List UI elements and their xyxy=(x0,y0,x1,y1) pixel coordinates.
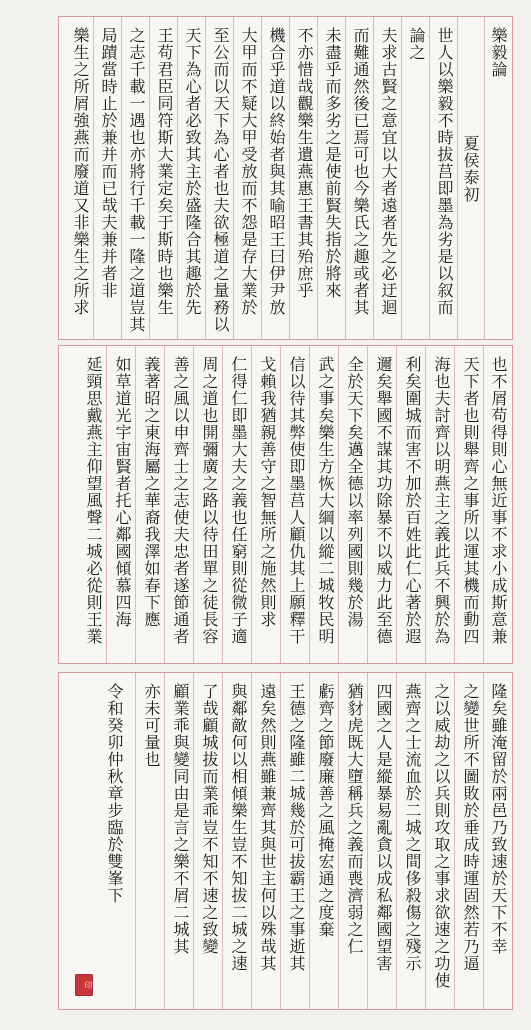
text-column: 樂生之所屑強燕而廢道又非樂生之所求 xyxy=(71,27,90,316)
panel-3 xyxy=(58,672,513,1010)
colophon-column: 令和癸卯仲秋章步臨於雙峯下 xyxy=(105,683,124,904)
text-column: 利矣圍城而害不加於百姓此仁心著於遐 xyxy=(403,356,422,645)
text-column: 信以待其弊使即墨莒人顧仇其上願釋干 xyxy=(287,356,306,645)
panel-2 xyxy=(58,345,513,664)
text-column: 了哉顧城拔而業乖豈不知不速之致變 xyxy=(200,683,219,955)
text-column: 武之事矣樂生方恢大綱以縱二城牧民明 xyxy=(316,356,335,645)
panel-1 xyxy=(58,16,513,340)
author-column: 夏侯泰初 xyxy=(461,135,480,203)
text-column: 與鄰敵何以相傾樂生豈不知拔二城之速 xyxy=(229,683,248,972)
text-column: 論之 xyxy=(407,27,426,61)
text-column: 四國之人是縱暴易亂貪以成私鄰國望害 xyxy=(374,683,393,972)
text-column: 之以威劫之以兵則攻取之事求欲速之功使 xyxy=(432,683,451,989)
text-column: 猶豺虎既大墮稱兵之義而喪濟弱之仁 xyxy=(345,683,364,955)
text-column: 燕齊之士流血於二城之間侈殺傷之殘示 xyxy=(403,683,422,972)
text-column: 顧業乖與變同由是言之樂不屑二城其 xyxy=(171,683,190,955)
text-column: 也不屑苟得則心無近事不求小成斯意兼 xyxy=(489,356,508,645)
text-column: 世人以樂毅不時拔莒即墨為劣是以叙而 xyxy=(435,27,454,316)
text-column: 如草道光宇宙賢者托心鄰國傾慕四海 xyxy=(113,356,132,628)
seal-stamp: 印 xyxy=(75,974,93,996)
text-column: 虧齊之節廢廉善之風掩宏通之度棄 xyxy=(316,683,335,938)
text-column: 王苟君臣同符斯大業定矣于斯時也樂生 xyxy=(155,27,174,316)
text-column: 夫求古賢之意宜以大者遠者先之必迂迴 xyxy=(379,27,398,316)
text-column: 仁得仁即墨大夫之義也任窮則從微子適 xyxy=(229,356,248,645)
text-column: 王德之隆雖二城幾於可拔霸王之事逝其 xyxy=(287,683,306,972)
text-column: 至公而以天下為心者也夫欲極道之量務以 xyxy=(211,27,230,333)
text-column: 天下者也則舉齊之事所以運其機而動四 xyxy=(461,356,480,645)
title-column: 樂毅論 xyxy=(489,27,508,78)
text-column: 義著昭之東海屬之華裔我澤如春下應 xyxy=(142,356,161,628)
text-column: 亦未可量也 xyxy=(142,683,161,768)
text-column: 不亦惜哉觀樂生遺燕惠王書其殆庶乎 xyxy=(295,27,314,299)
text-column: 延頸思戴燕主仰望風聲二城必從則王業 xyxy=(84,356,103,645)
text-column: 天下為心者必致其主於盛隆合其趣於先 xyxy=(183,27,202,316)
text-column: 遠矣然則燕雖兼齊其與世主何以殊哉其 xyxy=(258,683,277,972)
text-column: 全於天下矣邁全德以率列國則幾於湯 xyxy=(345,356,364,628)
text-column: 局蹟當時止於兼并而已哉夫兼并者非 xyxy=(99,27,118,299)
text-column: 周之道也開彌廣之路以待田單之徒長容 xyxy=(200,356,219,645)
text-column: 機合乎道以終始者與其喻昭王曰伊尹放 xyxy=(267,27,286,316)
text-column: 大甲而不疑大甲受放而不怨是存大業於 xyxy=(239,27,258,316)
text-column: 海也夫討齊以明燕主之義此兵不興於為 xyxy=(432,356,451,645)
text-column: 隆矣雖淹留於兩邑乃致速於天下不幸 xyxy=(489,683,508,955)
text-column: 善之風以申齊士之志使夫忠者遂節通者 xyxy=(171,356,190,645)
text-column: 戈賴我猶親善守之智無所之施然則求 xyxy=(258,356,277,628)
text-column: 未盡乎而多劣之是使前賢失指於將來 xyxy=(323,27,342,299)
text-column: 之志千載一遇也亦將行千載一隆之道豈其 xyxy=(127,27,146,333)
text-column: 邇矣舉國不謀其功除暴不以威力此至德 xyxy=(374,356,393,645)
text-column: 而難通然後已焉可也今樂氏之趣或者其 xyxy=(351,27,370,316)
text-column: 之變世所不圖敗於垂成時運固然若乃逼 xyxy=(461,683,480,972)
